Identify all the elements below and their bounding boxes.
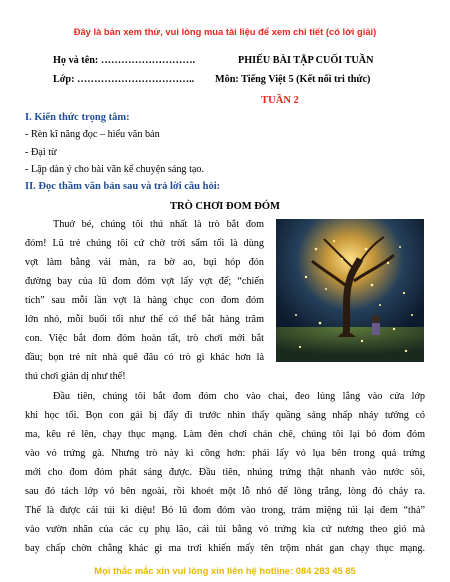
sheet-title: PHIẾU BÀI TẬP CUỐI TUẦN bbox=[238, 55, 374, 66]
story-line: tích” sau mỗi lần vợt là hàng chục con đom đóm bbox=[25, 295, 264, 306]
section-1-item: - Đại từ bbox=[25, 147, 57, 158]
name-field-label: Họ và tên: ………………………. bbox=[53, 55, 196, 66]
story-line: thú chơi giản dị như thế! bbox=[25, 371, 126, 382]
class-field-label: Lớp: …………………………….. bbox=[53, 74, 195, 85]
story-line: Đầu tiên, chúng tôi bắt đom đóm cho vào chai, đeo lủng lẳng vào cửa lớp bbox=[53, 391, 425, 402]
story-line: Thế là được cái túi kì diệu! Bỏ lũ đom đóm vào trong, trám miệng túi lại đem “thả” bbox=[25, 505, 425, 516]
subject-label: Môn: Tiếng Việt 5 (Kết nối tri thức) bbox=[215, 74, 371, 85]
story-line: khi học tối. Bọn con gái bị đẩy đi trước nhìn thấy quầng sáng nhấp nháy tưởng có bbox=[25, 410, 425, 421]
story-line: ma, kêu ré lên, chạy thục mạng. Làm đèn chơi chán chê, chúng tôi lại bỏ đom đóm bbox=[25, 429, 425, 440]
story-line: đường bay của lũ đom đóm vợt lấy vợt để; “chiến bbox=[25, 276, 264, 287]
story-line: vào vỏ trứng gà. Nhưng trò này kì công hơn: phải lấy vỏ lụa bên trong quả trứng bbox=[25, 448, 425, 459]
section-1-item: - Rèn kĩ năng đọc – hiểu văn bản bbox=[25, 129, 160, 140]
story-line: sau đó tách lớp vỏ bên ngoài, rồi khoét một lỗ nhỏ để lòng trắng, lòng đỏ chảy ra. bbox=[25, 486, 425, 497]
preview-banner: Đây là bản xem thử, vui lòng mua tài liệu để xem chi tiết (có lời giải) bbox=[73, 26, 377, 37]
story-line: đầu; bọn trẻ nít nhà quê đâu có trò gì khác hơn là bbox=[25, 352, 264, 363]
story-line: con. Việc bắt đom đóm hoàn tất, trò chơi mới bắt bbox=[25, 333, 264, 344]
story-line: vợt làm bằng vải màn, ra bờ ao, bụi hóp đón bbox=[25, 257, 264, 268]
story-line: Thuở bé, chúng tôi thú nhất là trò bắt đom bbox=[53, 219, 264, 230]
section-1-title: I. Kiến thức trọng tâm: bbox=[25, 112, 130, 123]
story-line: lớn nhỏ, mỗi buổi tối như thế có thể bắt hàng trăm bbox=[25, 314, 264, 325]
week-label: TUẦN 2 bbox=[261, 95, 299, 106]
story-line: vào vườn nhãn của các cụ phụ lão, cái túi bằng vỏ trứng kia cứ nương theo gió mà bbox=[25, 524, 425, 535]
story-title: TRÒ CHƠI ĐOM ĐÓM bbox=[170, 201, 280, 212]
hotline-banner: Mọi thắc mắc xin vui lòng xin liên hệ hotline: 084 283 45 85 bbox=[94, 565, 356, 576]
story-line: đóm! Lũ trẻ chúng tôi cứ chờ trời sẩm tối là dùng bbox=[25, 238, 264, 249]
section-1-item: - Lập dàn ý cho bài văn kể chuyện sáng tạo. bbox=[25, 164, 205, 175]
story-line: mới cho đom đóm phát sáng được. Đầu tiên, nhúng trứng thật nhanh vào nước sôi, bbox=[25, 467, 425, 478]
section-2-title: II. Đọc thầm văn bản sau và trả lời câu hỏi: bbox=[25, 181, 221, 192]
story-line: bay chấp chờn chẳng khác gì ma trơi khiến mấy tên trộm nhát gan chạy thục mạng. bbox=[25, 543, 425, 554]
firefly-tree-illustration bbox=[276, 219, 424, 362]
